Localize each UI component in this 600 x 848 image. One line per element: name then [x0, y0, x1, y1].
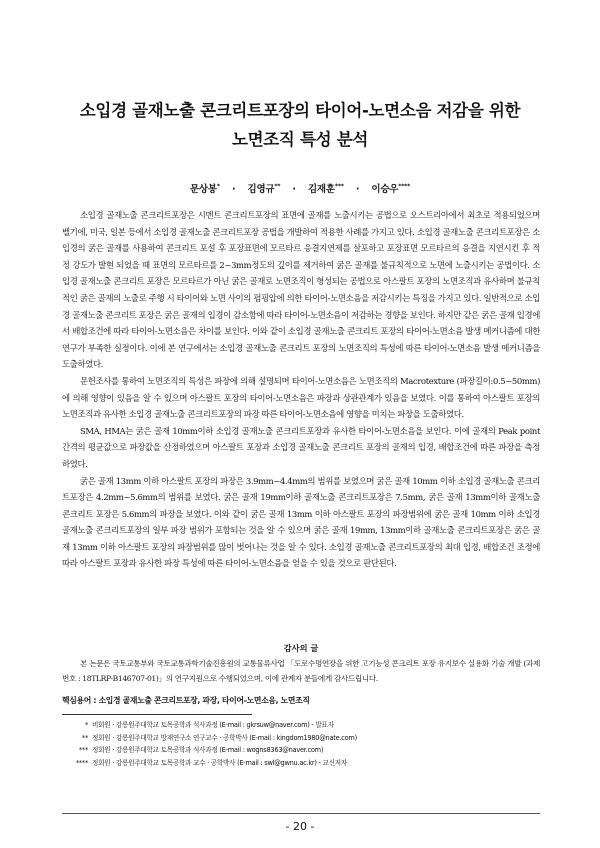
keywords: 핵심용어 : 소입경 골재노출 콘크리트포장, 파장, 타이어-노면소음, 노면조직	[62, 696, 310, 705]
paper-title	[40, 96, 560, 154]
author-name: 김영규	[247, 184, 275, 195]
footnote-mark: *	[84, 721, 88, 729]
author-mark: *	[216, 183, 220, 190]
footnote-mark: **	[81, 733, 88, 742]
footnote	[62, 744, 542, 757]
footnote-list	[62, 719, 542, 769]
footnote-text: 정회원 · 강릉원주대학교 방재연구소 연구교수 · 공학박사 (E-mail : kingdom1980@nate.com)	[92, 733, 357, 742]
footnote	[62, 757, 542, 770]
author-mark: ****	[398, 183, 411, 190]
page-number: - 20 -	[285, 820, 315, 833]
title-line-1: 소입경 골재노출 콘크리트포장의 타이어-노면소음 저감을 위한	[79, 101, 521, 120]
author-name: 이승우	[371, 184, 399, 195]
footnote-divider	[62, 714, 252, 715]
abstract-paragraph: 굵은 골재 13mm 이하 아스팔트 포장의 파장은 3.9mm~4.4mm의 범위를 보였으며 굵은 골재 10mm 이하 소입경 골재노출 콘크리트포장은 4.2mm~5.6mm의 범위를 보였다. 굵은 골재 19mm이하 골재노출 콘크리트포장은 7.5mm, 굵은 골재 13mm이하 골재노출 콘크리트 포장은 5.6mm의 파장을 보였다. 이와 같이 굵은 골재 13mm 이하 아스팔트 포장의 파장범위에 굵은 골재 10mm 이하 소입경 골재노출 콘크리트포장의 일부 파장 범위가 포함되는 것을 알 수 있으며 굵은 골재 19mm, 13mm이하 골재노출 콘크리트포장은 굵은 골재 13mm 이하 아스팔트 포장의 파장범위를 많이 벗어나는 것을 알 수 있다. 소입경 골재노출 콘크리트포장의 최대 입경, 배합조건 조정에 따라 아스팔트 포장과 유사한 파장 특성에 따른 타이어-노면소음을 얻을 수 있을 것으로 판단된다.	[62, 475, 540, 569]
acknowledgement-text: 본 논문은 국토교통부와 국토교통과학기술진흥원의 교통물류사업 「도로수명연장을 위한 고기능성 콘크리트 포장 유지보수 실용화 기술 개발 (과제번호 : 18TLRP-B146707-01)」의 연구지원으로 수행되었으며, 이에 관계자 분들에게 감사드립니다.	[62, 659, 540, 683]
abstract-paragraph: 소입경 골재노출 콘크리트포장은 시멘트 콘크리트포장의 표면에 골재를 노출시키는 공법으로 오스트리아에서 최초로 적용되었으며 벨기에, 미국, 일본 등에서 소입경 골재노출 콘크리트포장 공법을 개발하여 적용한 사례를 가지고 있다. 소입경 골재노출 콘크리트포장은 소입경의 굵은 골재를 사용하여 콘크리트 포설 후 포장표면에 모르타르 응결지연제를 살포하고 포장표면 모르타르의 응결을 지연시킨 후 적정 강도가 발현 되었을 때 표면의 모르타르를 2~3mm정도의 깊이를 제거하여 굵은 골재를 불규칙적으로 노면에 노출시키는 공법이다. 소입경 골재노출 콘크리트 포장은 모르타르가 아닌 굵은 골재로 노면조직이 형성되는 공법으로 아스팔트 포장의 노면조직과 유사하며 불규칙적인 굵은 골재의 노출로 주행 시 타이어와 노면 사이의 펌핑압에 의한 타이어-노면소음을 저감시키는 특징을 가지고 있다. 일반적으로 소입경 골재노출 콘크리트 포장은 굵은 골재의 입경이 감소함에 따라 타이어-노면소음이 저감하는 경향을 보인다. 하지만 같은 굵은 골재 입경에서 배합조건에 따라 타이어-노면소음은 차이를 보인다. 이와 같이 소입경 골재노출 콘크리트 포장의 타이어-노면소음 발생 메커니즘에 대한 연구가 부족한 실정이다. 이에 본 연구에서는 소입경 골재노출 콘크리트 포장의 노면조직의 특성에 따른 타이어-노면소음 발생 메커니즘을 도출하였다.	[62, 210, 540, 370]
abstract-body	[62, 207, 540, 572]
page-bottom-divider	[62, 813, 540, 814]
author-separator: ·	[355, 184, 360, 195]
acknowledgement-title: 감사의 글	[283, 643, 319, 653]
author-mark: **	[274, 183, 281, 190]
author-name: 김재훈	[307, 184, 335, 195]
abstract-paragraph: 문헌조사를 통하여 노면조직의 특성은 파장에 의해 설명되며 타이어-노면소음은 노면조직의 Macrotexture (파장길이:0.5~50mm)에 의해 영향이 있음을 알 수 있으며 아스팔트 포장의 타이어-노면소음은 파장과 상관관계가 있음을 보였다. 이를 통하여 아스팔트 포장의 노면조직과 유사한 소입경 골재노출 콘크리트포장의 파장 따른 타이어-노면소음에 영향을 미치는 파장을 도출하였다.	[62, 375, 540, 420]
author-mark: ***	[334, 183, 344, 190]
author-list	[40, 181, 560, 195]
footnote	[62, 732, 542, 745]
author-name: 문상봉	[189, 184, 217, 195]
title-line-2: 노면조직 특성 분석	[231, 130, 368, 149]
footnote-text: 정회원 · 강릉원주대학교 토목공학과 석사과정 (E-mail : wogns8363@naver.com)	[92, 746, 324, 755]
footnote-mark: ****	[75, 758, 88, 767]
footnote-text: 정회원 · 강릉원주대학교 토목공학과 교수 · 공학박사 (E-mail : swl@gwnu.ac.kr) - 교신저자	[92, 758, 347, 767]
abstract-paragraph: SMA, HMA는 굵은 골재 10mm이하 소입경 골재노출 콘크리트포장과 유사한 타이어-노면소음을 보인다. 이에 골재의 Peak point 간격의 평균값으로 파장값을 산정하였으며 아스팔트 포장과 소입경 골재노출 콘크리트 포장의 골재의 입경, 배합조건에 따른 파장을 측정하였다.	[62, 425, 540, 469]
author-separator: ·	[292, 184, 296, 195]
footnote-text: 비회원 · 강릉원주대학교 토목공학과 석사과정 (E-mail : gkrsuw@naver.com) - 발표자	[92, 721, 334, 729]
footnote	[62, 719, 542, 732]
footnote-mark: ***	[78, 746, 88, 755]
author-separator: ·	[231, 184, 236, 195]
